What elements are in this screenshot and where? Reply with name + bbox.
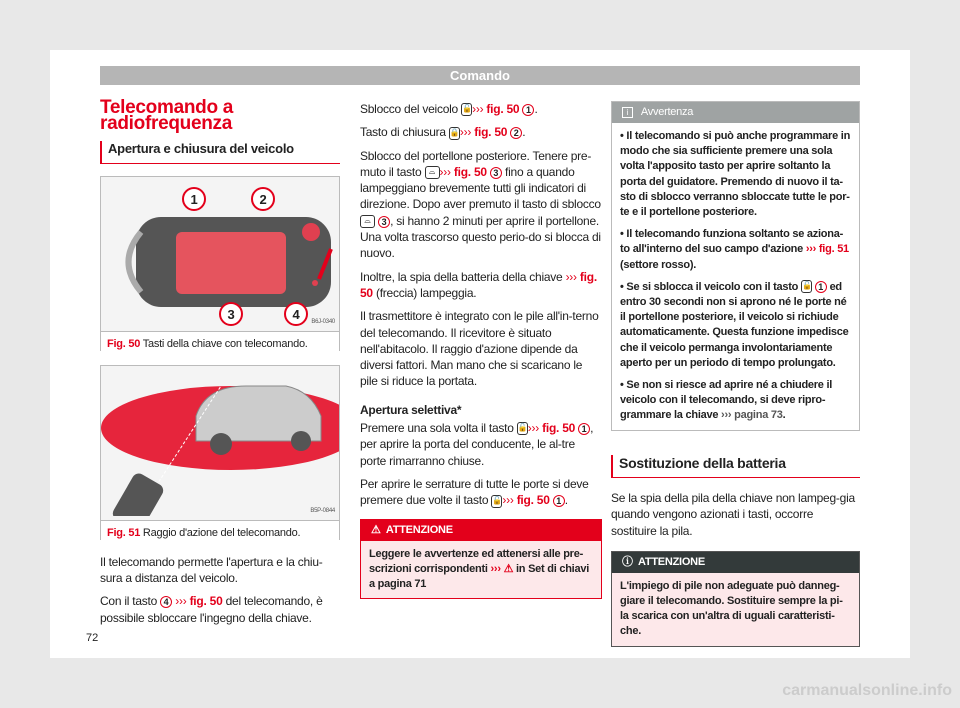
caution-header: ⓘ ATTENZIONE: [612, 552, 859, 573]
info-icon: i: [622, 107, 633, 118]
warning-triangle-icon: ⚠: [503, 562, 514, 575]
figure-51: [100, 365, 340, 540]
unlock-key-icon: 🔓: [491, 495, 502, 508]
figure-caption: Fig. 51 Raggio d'azione del telecomando.: [101, 520, 339, 545]
lock-line: Tasto di chiusura 🔒››› fig. 50 2 .: [360, 125, 526, 140]
warning-box: [360, 519, 602, 600]
watermark: carmanualsonline.info: [782, 682, 952, 699]
tailgate-paragraph: Sblocco del portellone posteriore. Tenere pre-muto il tasto ⌓ ››› fig. 50 3 fino a quando lampeggiano brevemente tutti gli indicatori di direzione. Dopo aver premuto il tasto di sblocco ⌓ 3 , si hanno 2 minuti per aprire il portellone. Una volta trascorso questo perio-do si blocca di nuovo.: [360, 148, 601, 261]
subtitle: Apertura e chiusura del veicolo: [100, 141, 340, 164]
callout-2: 2: [259, 191, 267, 207]
set-di-chiavi-link[interactable]: in Set di chiavi a pagina 71: [369, 562, 590, 590]
fig-50-link[interactable]: fig. 50: [453, 164, 487, 179]
selective-paragraph-1: Premere una sola volta il tasto 🔓››› fig. 50 1 , per aprire la porta del conducente, le al-tre porte rimarranno chiuse.: [360, 421, 594, 468]
figure-code: B5P-0844: [310, 507, 335, 514]
caution-text: L'impiego di pile non adeguate può danneg-giare il telecomando. Sostituire sempre la pi-la scarica con un'altra di uguali caratteristi-che.: [612, 573, 859, 646]
fig-50-link[interactable]: fig. 50: [516, 493, 550, 508]
battery-section-heading: Sostituzione della batteria: [611, 455, 860, 478]
note-item: • Il telecomando funziona soltanto se aziona-to all'interno del suo campo d'azione ››› fig. 51 (settore rosso).: [620, 228, 849, 271]
tailgate-key-icon: ⌓: [360, 215, 375, 228]
figure-code: B6J-0340: [311, 318, 335, 325]
transmitter-paragraph: Il trasmettitore è integrato con le pile all'in-terno del telecomando. Il ricevitore è situato nell'abitacolo. Il raggio d'azione dipende da diversi fattori. Man mano che si scaricano le pile si riduce la portata.: [360, 309, 599, 389]
warning-triangle-icon: ⚠: [371, 523, 381, 536]
note-item: • Se non si riesce ad aprire né a chiudere il veicolo con il telecomando, si deve ripro-grammare la chiave ››› pagina 73.: [620, 379, 833, 422]
unlock-key-icon: 🔓: [801, 280, 812, 293]
figure-50: [100, 176, 340, 351]
warning-header: ⚠ ATTENZIONE: [361, 520, 601, 541]
note-box: [611, 101, 860, 431]
selective-opening-heading: Apertura selettiva*: [360, 402, 462, 417]
fig-50-link[interactable]: fig. 50: [486, 102, 520, 116]
lock-key-icon: 🔒: [449, 127, 460, 140]
middle-column: [360, 101, 602, 599]
note-body: [612, 123, 859, 430]
callout-3: 3: [227, 306, 235, 322]
page-title: Telecomando a radiofrequenza: [100, 97, 234, 135]
fig-50-link[interactable]: fig. 50: [360, 269, 597, 300]
exclamation-circle-icon: ⓘ: [622, 555, 633, 568]
callout-1: 1: [190, 191, 198, 207]
key-release-paragraph: Con il tasto 4 ››› fig. 50 del telecomando, è possibile sbloccare l'ingegno della chiave.: [100, 594, 323, 625]
page-number: 72: [86, 632, 99, 644]
section-header: Comando: [100, 66, 860, 85]
caution-box: [611, 551, 860, 647]
note-item: • Se si sblocca il veicolo con il tasto 🔓 1 ed entro 30 secondi non si aprono né le porte né il portellone posteriore, il veicolo si richiude automaticamente. Questa funzione impedisce che il veicolo permanga involontariamente aperto per un periodo di tempo prolungato.: [620, 280, 849, 369]
note-item: • Il telecomando si può anche programmare in modo che sia sufficiente premere una sola volta l'apposito tasto per aprire soltanto la porta del guidatore. Premendo di nuovo il ta-sto di sblocco verranno sbloccate tutte le por-te e il portellone posteriore.: [620, 130, 851, 219]
unlock-key-icon: 🔓: [461, 103, 472, 116]
figure-caption: Fig. 50 Tasti della chiave con telecomando.: [101, 331, 339, 356]
fig-51-link[interactable]: fig. 51: [818, 243, 849, 256]
fig-50-link[interactable]: fig. 50: [474, 125, 508, 140]
right-column: [611, 101, 860, 647]
fig-50-link[interactable]: fig. 50: [189, 594, 223, 609]
selective-paragraph-2: Per aprire le serrature di tutte le porte si deve premere due volte il tasto 🔓››› fig. 50 1 .: [360, 476, 589, 508]
intro-paragraph: Il telecomando permette l'apertura e la chiu-sura a distanza del veicolo.: [100, 554, 323, 586]
battery-paragraph: Se la spia della pila della chiave non lampeg-gia quando vengono azionati i tasti, occorre sostituire la pila.: [611, 490, 855, 538]
unlock-key-icon: 🔓: [517, 422, 528, 435]
fig-50-link[interactable]: fig. 50: [542, 421, 576, 436]
warning-text: Leggere le avvertenze ed attenersi alle pre-scrizioni corrispondenti ››› ⚠ in Set di chiavi a pagina 71: [361, 541, 601, 599]
callout-4: 4: [292, 306, 300, 322]
note-header: i Avvertenza: [612, 102, 859, 123]
left-column: [100, 97, 340, 633]
key-fob-illustration: [101, 177, 339, 327]
pagina-73-link[interactable]: pagina 73: [734, 409, 783, 422]
battery-light-paragraph: Inoltre, la spia della batteria della chiave ››› fig. 50 (freccia) lampeggia.: [360, 269, 597, 300]
unlock-line: Sblocco del veicolo 🔓››› fig. 50 1 .: [360, 102, 538, 116]
tailgate-key-icon: ⌓: [425, 166, 440, 179]
range-illustration: [101, 366, 339, 516]
